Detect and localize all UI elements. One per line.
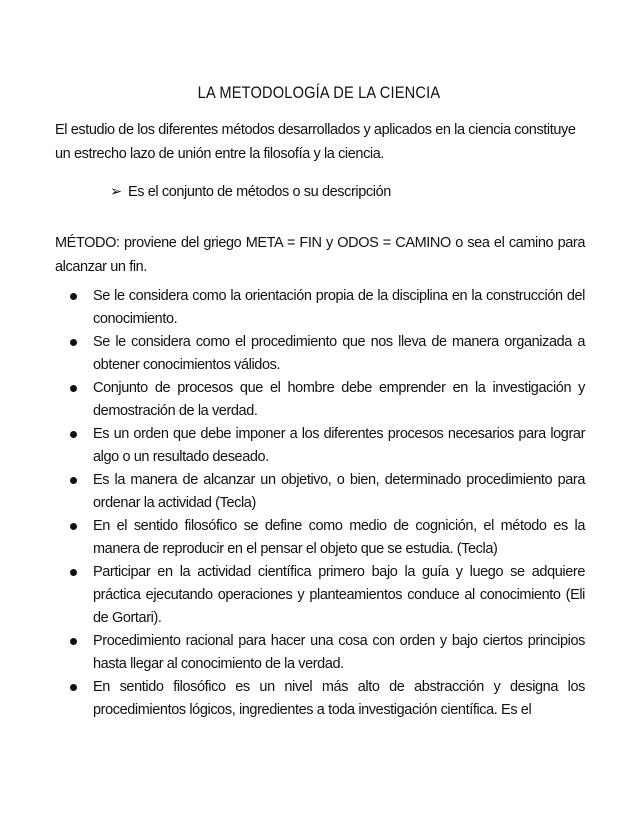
- arrow-item-text: Es el conjunto de métodos o su descripción: [128, 184, 391, 200]
- list-item: Se le considera como el procedimiento que nos lleva de manera organizada a obtener conocimientos válidos.: [55, 331, 585, 377]
- list-item: En el sentido filosófico se define como medio de cognición, el método es la manera de reproducir en el pensar el objeto que se estudia. (Tecla): [55, 515, 585, 561]
- bullet-dot-icon: [70, 431, 77, 438]
- bullet-dot-icon: [70, 385, 77, 392]
- list-item: Se le considera como la orientación propia de la disciplina en la construcción del conocimiento.: [55, 285, 585, 331]
- bullet-list: [55, 285, 585, 722]
- list-item: En sentido filosófico es un nivel más alto de abstracción y designa los procedimientos lógicos, ingredientes a toda investigación científica. Es el: [55, 676, 585, 722]
- list-item: Conjunto de procesos que el hombre debe emprender en la investigación y demostración de la verdad.: [55, 377, 585, 423]
- list-item: Procedimiento racional para hacer una cosa con orden y bajo ciertos principios hasta llegar al conocimiento de la verdad.: [55, 630, 585, 676]
- bullet-dot-icon: [70, 477, 77, 484]
- arrow-bullet-icon: ➢: [110, 184, 122, 200]
- bullet-dot-icon: [70, 684, 77, 691]
- intro-paragraph: El estudio de los diferentes métodos desarrollados y aplicados en la ciencia constituye un estrecho lazo de unión entre la filosofía y la ciencia.: [55, 122, 576, 162]
- bullet-dot-icon: [70, 523, 77, 530]
- list-item: Es la manera de alcanzar un objetivo, o bien, determinado procedimiento para ordenar la actividad (Tecla): [55, 469, 585, 515]
- arrow-list-item: [110, 180, 391, 204]
- bullet-dot-icon: [70, 293, 77, 300]
- bullet-dot-icon: [70, 638, 77, 645]
- bullet-dot-icon: [70, 569, 77, 576]
- metodo-paragraph: MÉTODO: proviene del griego META = FIN y ODOS = CAMINO o sea el camino para alcanzar un fin.: [55, 235, 585, 275]
- document-title: LA METODOLOGÍA DE LA CIENCIA: [197, 83, 441, 102]
- list-item: Es un orden que debe imponer a los diferentes procesos necesarios para lograr algo o un resultado deseado.: [55, 423, 585, 469]
- bullet-dot-icon: [70, 339, 77, 346]
- list-item: Participar en la actividad científica primero bajo la guía y luego se adquiere práctica ejecutando operaciones y planteamientos conduce al conocimiento (Eli de Gortari).: [55, 561, 585, 630]
